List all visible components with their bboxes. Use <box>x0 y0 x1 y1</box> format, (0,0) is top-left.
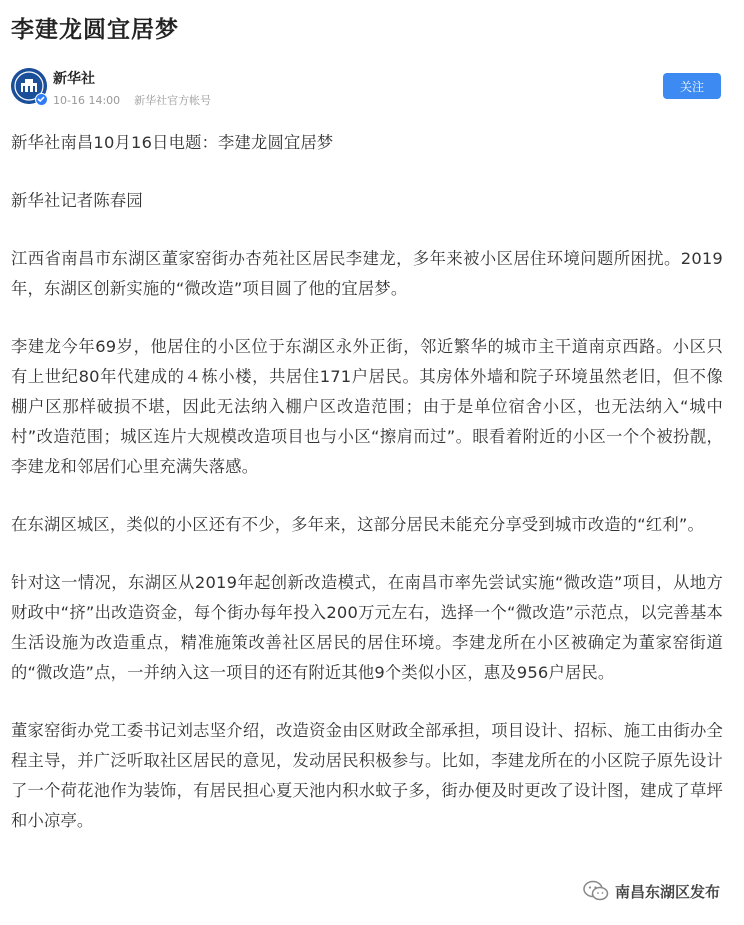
paragraph: 新华社南昌10月16日电题：李建龙圆宜居梦 <box>11 133 334 152</box>
paragraph: 针对这一情况，东湖区从2019年起创新改造模式，在南昌市率先尝试实施“微改造”项目，从地方财政中“挤”出改造资金，每个街办每年投入200万元左右，选择一个“微改造”示范点，以完善基本生活设施为改造重点，精准施策改善社区居民的居住环境。李建龙所在小区被确定为董家窑街道的“微改造”点，一并纳入这一项目的还有附近其他9个类似小区，惠及956户居民。 <box>11 573 723 682</box>
wechat-icon <box>583 880 609 902</box>
follow-button[interactable]: 关注 <box>663 73 721 99</box>
author-bar <box>11 68 721 112</box>
article-body <box>11 128 723 864</box>
post-meta <box>53 92 211 108</box>
paragraph: 董家窑街办党工委书记刘志坚介绍，改造资金由区财政全部承担，项目设计、招标、施工由街办全程主导，并广泛听取社区居民的意见，发动居民积极参与。比如，李建龙所在的小区院子原先设计了一个荷花池作为装饰，有居民担心夏天池内积水蚊子多，街办便及时更改了设计图，建成了草坪和小凉亭。 <box>11 721 723 830</box>
article-title: 李建龙圆宜居梦 <box>11 17 179 43</box>
account-type: 新华社官方帐号 <box>134 94 212 107</box>
paragraph: 李建龙今年69岁，他居住的小区位于东湖区永外正街，邻近繁华的城市主干道南京西路。小区只有上世纪80年代建成的４栋小楼，共居住171户居民。其房体外墙和院子环境虽然老旧，但不像棚户区那样破损不堪，因此无法纳入棚户区改造范围；由于是单位宿舍小区，也无法纳入“城中村”改造范围；城区连片大规模改造项目也与小区“擦肩而过”。眼看着附近的小区一个个被扮靓，李建龙和邻居们心里充满失落感。 <box>11 337 723 476</box>
paragraph: 江西省南昌市东湖区董家窑街办杏苑社区居民李建龙，多年来被小区居住环境问题所困扰。2019年，东湖区创新实施的“微改造”项目圆了他的宜居梦。 <box>11 249 723 298</box>
verified-check-icon <box>35 93 48 106</box>
watermark-text: 南昌东湖区发布 <box>614 882 720 901</box>
paragraph: 新华社记者陈春园 <box>11 191 143 210</box>
post-datetime: 10-16 14:00 <box>53 94 121 107</box>
paragraph: 在东湖区城区，类似的小区还有不少，多年来，这部分居民未能充分享受到城市改造的“红利”。 <box>11 515 705 534</box>
author-name[interactable]: 新华社 <box>53 71 95 87</box>
watermark <box>579 878 724 904</box>
